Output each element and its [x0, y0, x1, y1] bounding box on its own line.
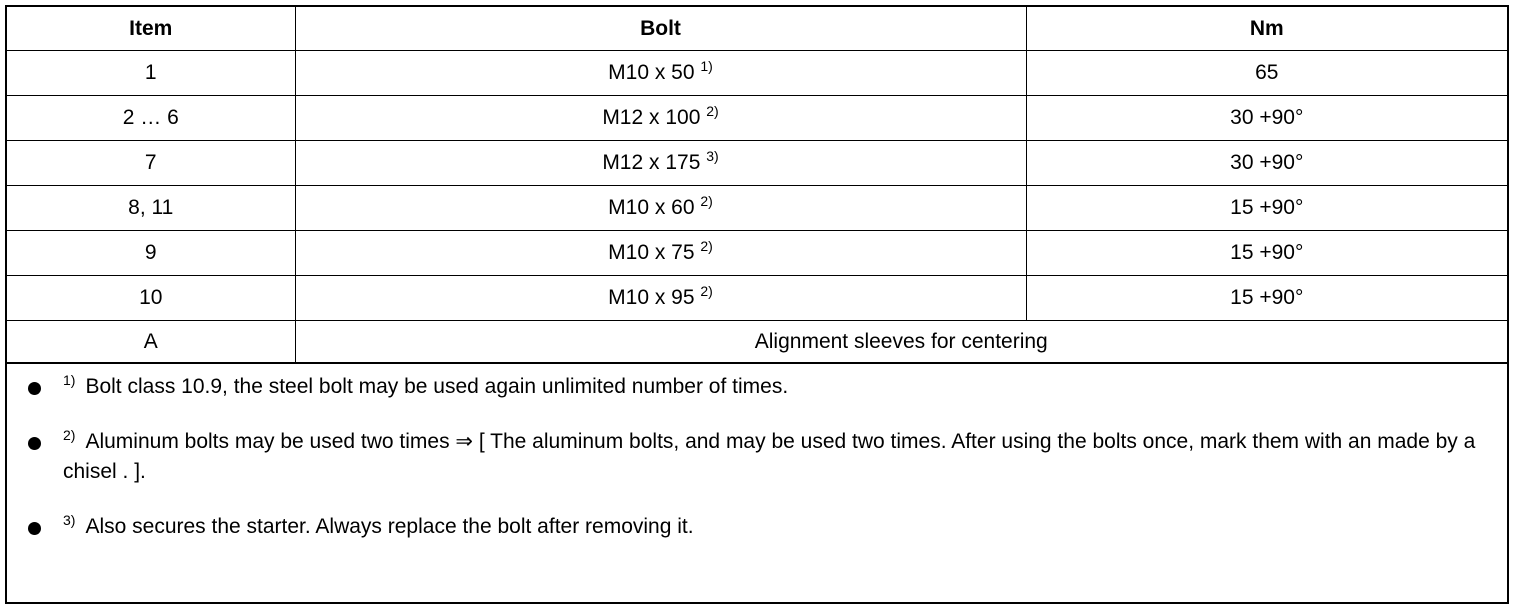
- bolt-cell: [295, 276, 1026, 321]
- footnote-mark: 3): [63, 512, 76, 528]
- bolt-size: M12 x 100: [602, 106, 701, 129]
- footnote-ref: 2): [700, 193, 713, 209]
- footnote-mark: 1): [63, 372, 76, 388]
- torque-cell: 30 +90°: [1026, 96, 1507, 141]
- item-cell: A: [7, 321, 295, 364]
- footnote-ref: 1): [700, 58, 713, 74]
- footnote-ref: 3): [706, 148, 719, 164]
- bolt-size: M10 x 50: [608, 61, 695, 84]
- bullet-icon: [28, 382, 41, 395]
- footnote-mark: 2): [63, 427, 76, 443]
- table-row: [7, 231, 1507, 276]
- table-row: [7, 51, 1507, 96]
- item-cell: 10: [7, 276, 295, 321]
- torque-cell: 30 +90°: [1026, 141, 1507, 186]
- torque-spec-panel: [5, 5, 1509, 604]
- header-item: Item: [7, 7, 295, 51]
- footnote-ref: 2): [706, 103, 719, 119]
- torque-cell: 15 +90°: [1026, 231, 1507, 276]
- item-cell: 1: [7, 51, 295, 96]
- table-row: [7, 96, 1507, 141]
- table-header-row: [7, 7, 1507, 51]
- item-cell: 7: [7, 141, 295, 186]
- bolt-cell: [295, 51, 1026, 96]
- footnote-text: Aluminum bolts may be used two times ⇒ [ The aluminum bolts, and may be used two times. After using the bolts once, mark them with an made by a chisel . ].: [63, 430, 1476, 483]
- footnote-text: Bolt class 10.9, the steel bolt may be used again unlimited number of times.: [85, 375, 789, 398]
- bolt-size: M10 x 60: [608, 196, 695, 219]
- bolt-cell: [295, 186, 1026, 231]
- torque-cell: 15 +90°: [1026, 186, 1507, 231]
- bolt-cell: [295, 231, 1026, 276]
- bolt-size: M12 x 175: [602, 151, 701, 174]
- table-row: [7, 276, 1507, 321]
- bolt-cell: [295, 141, 1026, 186]
- item-cell: 2 … 6: [7, 96, 295, 141]
- table-row: [7, 321, 1507, 364]
- bullet-icon: [28, 437, 41, 450]
- item-cell: 9: [7, 231, 295, 276]
- header-bolt: Bolt: [295, 7, 1026, 51]
- torque-cell: 65: [1026, 51, 1507, 96]
- footnote-text: Also secures the starter. Always replace the bolt after removing it.: [85, 515, 694, 538]
- table-row: [7, 141, 1507, 186]
- bolt-cell: [295, 96, 1026, 141]
- torque-table: [7, 7, 1507, 364]
- header-nm: Nm: [1026, 7, 1507, 51]
- item-cell: 8, 11: [7, 186, 295, 231]
- bullet-icon: [28, 522, 41, 535]
- bolt-size: M10 x 95: [608, 286, 695, 309]
- footnote-ref: 2): [700, 238, 713, 254]
- description-cell: Alignment sleeves for centering: [295, 321, 1507, 364]
- bolt-size: M10 x 75: [608, 241, 695, 264]
- torque-cell: 15 +90°: [1026, 276, 1507, 321]
- table-row: [7, 186, 1507, 231]
- footnote-ref: 2): [700, 283, 713, 299]
